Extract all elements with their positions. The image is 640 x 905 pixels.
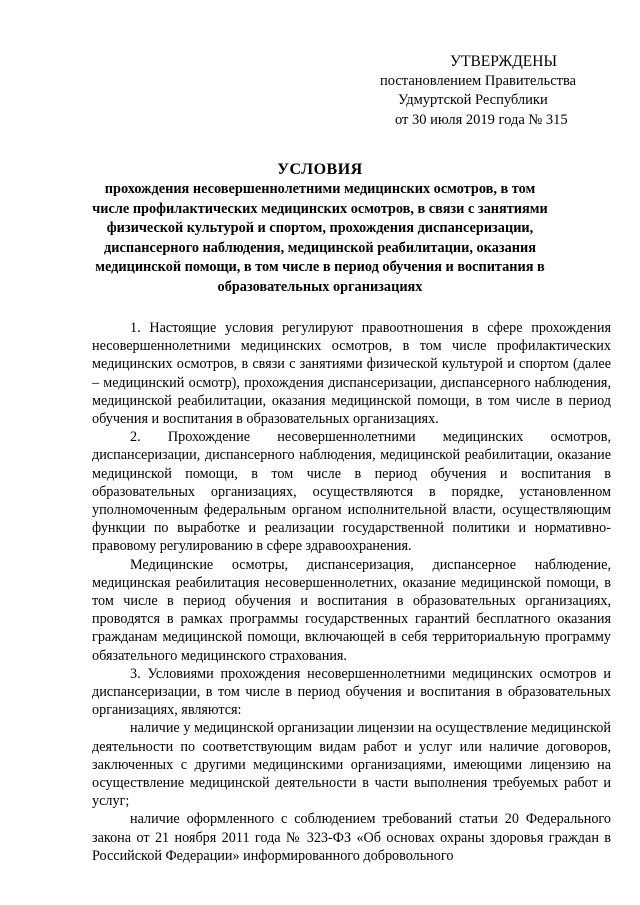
paragraph: 3. Условиями прохождения несовершеннолетними медицинских осмотров и диспансеризации, в том числе в период обучения и воспитания в образовательных организациях, являются: <box>92 665 611 719</box>
approval-line: Удмуртской Республики <box>398 92 548 108</box>
title-main: УСЛОВИЯ <box>277 161 363 178</box>
paragraph: наличие у медицинской организации лицензии на осуществление медицинской деятельности по соответствующим видам работ и услуг или наличие договоров, заключенных с другими медицинскими организациями, имеющими лицензию на осуществление медицинской деятельности в части выполнения требуемых работ и услуг; <box>92 720 611 810</box>
paragraph: 2. Прохождение несовершеннолетними медицинских осмотров, диспансеризации, диспансерного наблюдения, медицинской реабилитации, оказание медицинской помощи, в том числе в период обучения и воспитания в образовательных организациях, осуществляются в порядке, установленном уполномоченным федеральным органом исполнительной власти, осуществляющим функции по выработке и реализации государственной политики и нормативно-правовому регулированию в сфере здравоохранения. <box>92 429 611 555</box>
approval-line: постановлением Правительства <box>380 72 577 89</box>
approval-line: от 30 июля 2019 года № 315 <box>395 111 568 128</box>
approval-heading: УТВЕРЖДЕНЫ <box>450 53 557 70</box>
paragraph: Медицинские осмотры, диспансеризация, диспансерное наблюдение, медицинская реабилитация несовершеннолетних, оказание медицинской помощи, в том числе в период обучения и воспитания в образовательных организациях, проводятся в рамках программы государственных гарантий бесплатного оказания гражданам медицинской помощи, включающей в себя территориальную программу обязательного медицинского страхования. <box>92 556 611 664</box>
approval-stamp <box>380 52 630 130</box>
paragraph: 1. Настоящие условия регулируют правоотношения в сфере прохождения несовершеннолетними медицинских осмотров, в том числе профилактических медицинских осмотров, в связи с занятиями физической культурой и спортом (далее – медицинский осмотр), прохождения диспансеризации, диспансерного наблюдения, медицинской реабилитации, оказания медицинской помощи, в том числе в период обучения и воспитания в образовательных организациях. <box>92 320 611 428</box>
paragraph: наличие оформленного с соблюдением требований статьи 20 Федерального закона от 21 ноября 2011 года № 323-ФЗ «Об основах охраны здоровья граждан в Российской Федерации» информированного добровольного <box>92 811 611 864</box>
document-body <box>92 319 611 865</box>
title-subtitle: прохождения несовершеннолетними медицинских осмотров, в том числе профилактических медицинских осмотров, в связи с занятиями физической культурой и спортом, прохождения диспансеризации, диспансерного наблюдения, медицинской реабилитации, оказания медицинской помощи, в том числе в период обучения и воспитания в образовательных организациях <box>92 181 548 295</box>
document-title <box>85 158 555 298</box>
